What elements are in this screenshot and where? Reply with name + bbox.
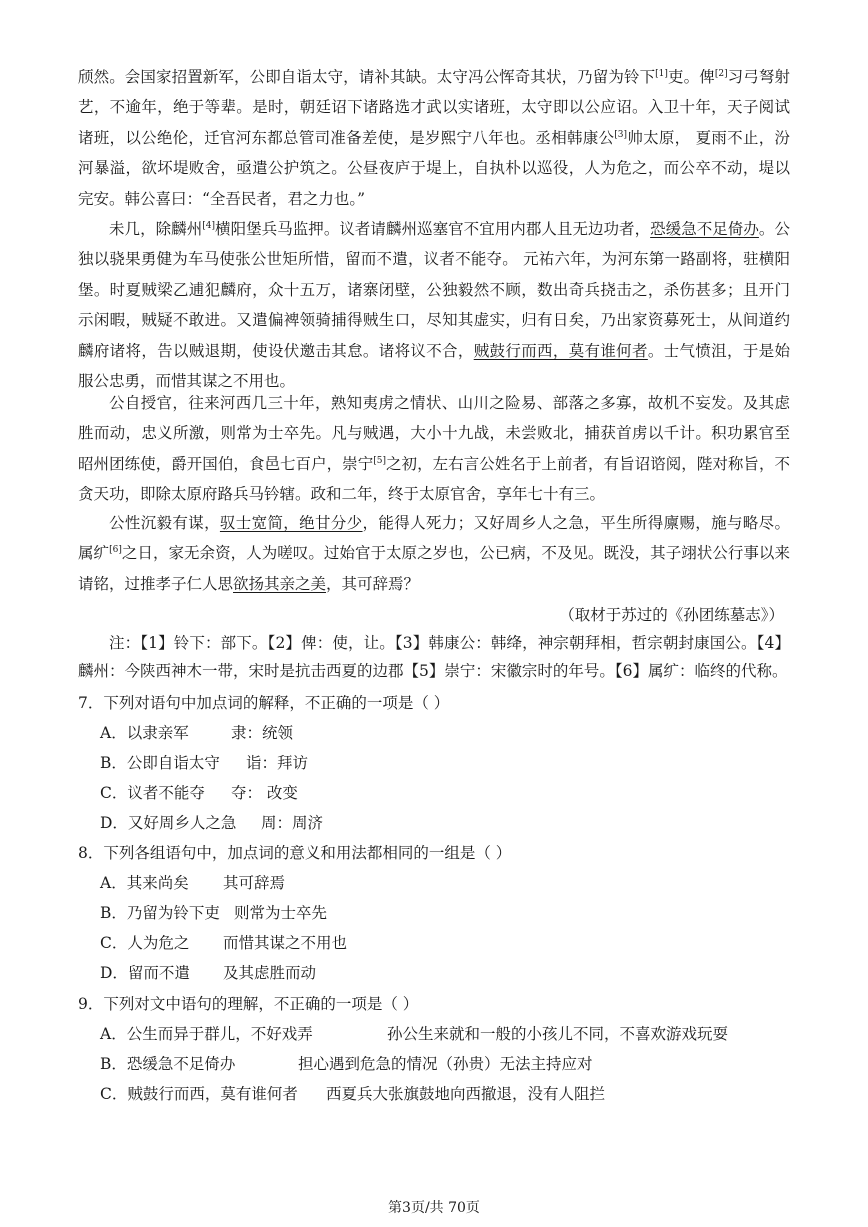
option-text: A．其来尚矣 [100, 874, 189, 892]
footnote-ref: [5] [373, 455, 386, 466]
question-9-stem: 9．下列对文中语句的理解，不正确的一项是（ ） [78, 995, 419, 1013]
text-run: 颀然。会国家招置新军，公即自诣太守，请补其缺。太守冯公恽奇其状，乃留为铃下 [78, 68, 656, 86]
option-text: B．乃留为铃下吏 [100, 904, 220, 922]
option-explanation: 及其虑胜而动 [223, 964, 317, 982]
option-explanation: 西夏兵大张旗鼓地向西撤退，没有人阻拦 [326, 1085, 606, 1103]
option-explanation: 担心遇到危急的情况（孙贵）无法主持应对 [298, 1055, 593, 1073]
text-run: 习弓弩射艺，不逾年，绝于等辈。是时，朝廷诏下诸路选才武以实诸班，太守即以公应诏。入卫十年，天子阅试诸班，以公绝伦，迁官河东都总管司准备差使，是岁熙宁八年也。丞相韩康公 [78, 68, 790, 147]
question-8-option-c[interactable] [100, 928, 348, 958]
question-8-stem: 8．下列各组语句中，加点词的意义和用法都相同的一组是（ ） [78, 844, 512, 862]
text-run: 公性沉毅有谋， [109, 514, 220, 532]
passage-paragraph-3 [78, 388, 790, 510]
option-explanation: 周：周济 [261, 814, 324, 832]
underlined-sentence: 恐缓急不足倚办 [650, 220, 759, 238]
option-text: C．人为危之 [100, 934, 190, 952]
text-run: 未几，除麟州 [109, 220, 203, 238]
question-7-option-b[interactable] [100, 748, 309, 778]
option-explanation: 隶：统领 [231, 724, 294, 742]
option-text: C．贼鼓行而西，莫有谁何者 [100, 1085, 298, 1103]
question-8-option-b[interactable] [100, 898, 328, 928]
passage-paragraph-4 [78, 508, 790, 599]
text-run: 帅太原， 夏雨不止，汾河暴溢，欲坏堤败舍，亟遣公护筑之。公昼夜庐于堤上，自执朴以巡役，人为危之，而公卒不动，堤以完安。韩公喜曰：“全吾民者，君之力也。” [78, 128, 790, 208]
question-9-option-c[interactable] [100, 1079, 606, 1109]
underlined-sentence: 欲扬其亲之美 [233, 574, 327, 593]
question-7-stem: 7．下列对语句中加点词的解释，不正确的一项是（ ） [78, 694, 450, 712]
question-8-option-d[interactable] [100, 958, 317, 988]
question-7-option-c[interactable] [100, 778, 298, 808]
option-text: A．以隶亲军 [100, 724, 189, 742]
text-run: 横阳堡兵马监押。议者请麟州巡塞官不宜用内郡人且无边功者， [215, 220, 651, 238]
text-run: 。公独以骁果勇健为车马使张公世矩所惜，留而不遣，议者不能夺。 元祐六年，为河东第一路副将，驻横阳堡。时夏贼梁乙逋犯麟府，众十五万，诸寨闭壁，公独毅然不顾，数出奇兵挠击之，杀伤甚多；且开门示闲暇，贼疑不敢进。又遣偏裨领骑捕得贼生口，尽知其虚实，归有日矣，乃出家资募死士，从间道约麟府诸将，告以贼退期，使设伏邀击其怠。诸将议不合， [78, 220, 790, 360]
text-run: 之日，家无余资，人为嗟叹。过始官于太原之岁也，公已病，不及见。既没，其子翊状公行事以来请铭，过推孝子仁人思 [78, 544, 790, 593]
footnote-ref: [1] [655, 69, 668, 79]
text-run: 之初，左右言公姓名于上前者，有旨诏谘阅，陛对称旨，不贪天功，即除太原府路兵马钤辖。政和二年，终于太原官舍，享年七十有三。 [78, 454, 790, 504]
option-explanation: 其可辞焉 [223, 874, 286, 892]
passage-paragraph-1 [78, 62, 790, 214]
source-citation: （取材于苏过的《孙团练墓志》） [559, 606, 784, 624]
question-9-option-b[interactable] [100, 1049, 593, 1079]
page-number-footer: 第3页/共 70页 [388, 1200, 480, 1216]
option-text: B．恐缓急不足倚办 [100, 1055, 236, 1073]
option-text: D．又好周乡人之急 [100, 814, 237, 832]
footnote-ref: [4] [202, 221, 215, 231]
footnote-ref: [6] [109, 545, 122, 556]
option-text: D．留而不遣 [100, 964, 190, 982]
text-run: 。士气愤沮，于是始服公忠勇，而惜其谋之不用也。 [78, 341, 790, 391]
footnote-ref: [3] [614, 129, 628, 140]
question-7-option-a[interactable] [100, 718, 294, 748]
annotation-notes: 注：【1】铃下：部下。【2】俾：使，让。【3】韩康公：韩绛，神宗朝拜相，哲宗朝封康国公。【4】麟州：今陕西神木一带，宋时是抗击西夏的边郡【5】崇宁：宋徽宗时的年号。【6】属纩：临终的代称。 [78, 634, 790, 680]
text-run: 公自授官，往来河西几三十年，熟知夷虏之情状、山川之险易、部落之多寡，故机不妄发。及其虑胜而动，忠义所激，则常为士卒先。凡与贼遇，大小十九战，未尝败北，捕获首虏以千计。积功累官至昭州团练使，爵开国伯，食邑七百户，崇宁 [78, 394, 790, 473]
question-8-option-a[interactable] [100, 868, 286, 898]
text-run: 吏。俾 [667, 68, 715, 86]
text-run: ，能得人死力；又好周乡人之急，平生所得廪赐，施与略尽。属纩 [78, 514, 790, 563]
option-explanation: 孙公生来就和一般的小孩儿不同，不喜欢游戏玩耍 [387, 1025, 729, 1043]
option-explanation: 而惜其谋之不用也 [223, 934, 348, 952]
question-7-option-d[interactable] [100, 808, 324, 838]
passage-paragraph-2 [78, 214, 790, 396]
text-run: ，其可辞焉？ [326, 574, 420, 593]
option-explanation: 则常为士卒先 [234, 904, 328, 922]
underlined-sentence: 驭士宽简，绝甘分少 [219, 514, 363, 532]
option-text: B．公即自诣太守 [100, 754, 220, 772]
question-9-option-a[interactable] [100, 1019, 729, 1049]
option-explanation: 诣：拜访 [246, 754, 309, 772]
footnote-ref: [2] [714, 69, 728, 79]
option-text: C．议者不能夺 [100, 784, 205, 802]
option-explanation: 夺： 改变 [231, 784, 298, 802]
option-text: A．公生而异于群儿，不好戏弄 [100, 1025, 313, 1043]
underlined-sentence: 贼鼓行而西，莫有谁何者 [473, 341, 648, 360]
